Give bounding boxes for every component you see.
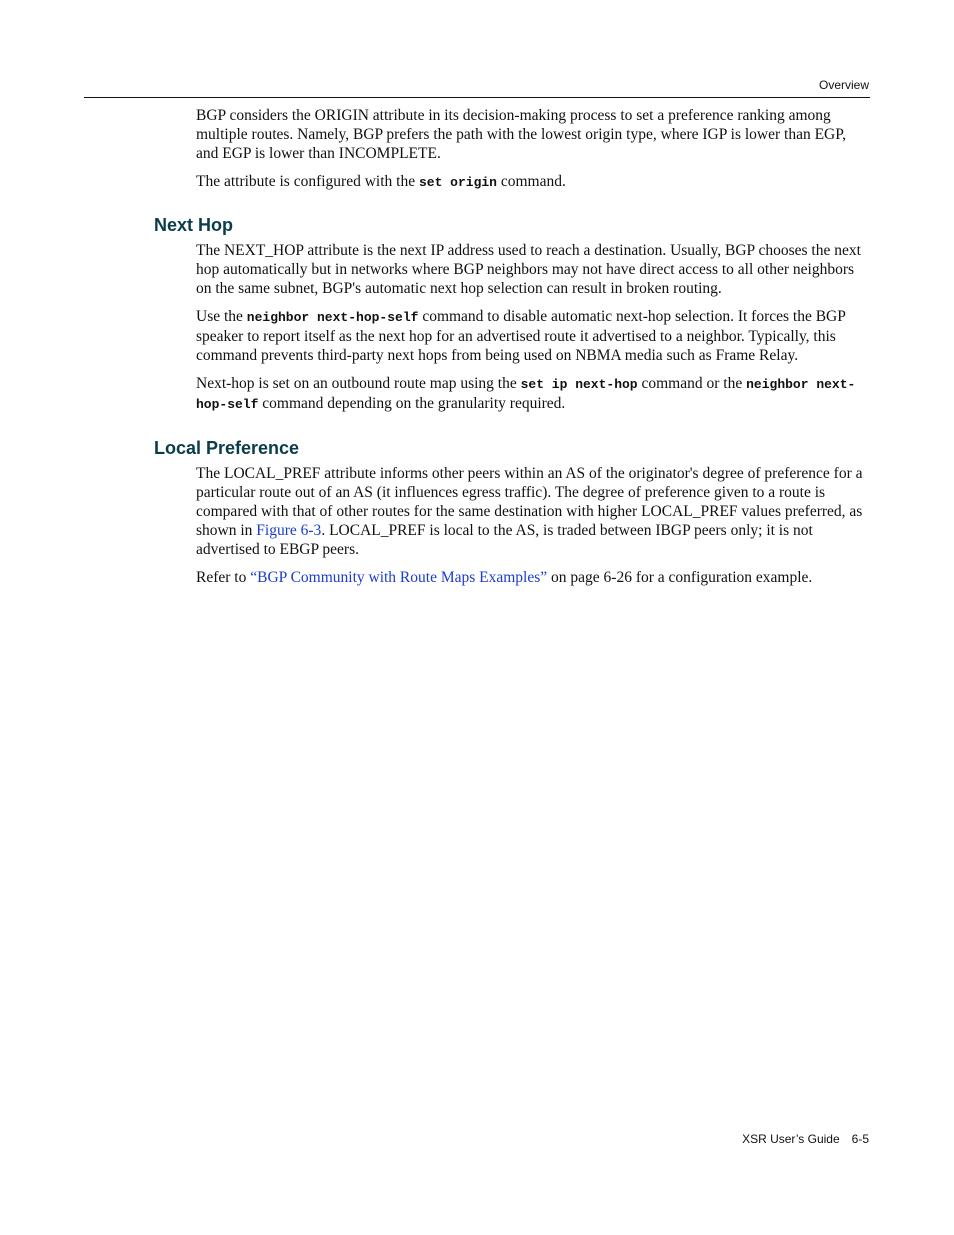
page-body	[154, 106, 872, 596]
figure-6-3-link[interactable]: Figure 6-3	[256, 522, 322, 539]
origin-paragraph: BGP considers the ORIGIN attribute in its decision-making process to set a preference ranking among multiple routes. Namely, BGP prefers the path with the lowest origin type, where IGP is lower than EGP, and EGP is lower than INCOMPLETE.	[196, 107, 847, 162]
bgp-community-examples-link[interactable]: “BGP Community with Route Maps Examples”	[250, 569, 548, 586]
next-hop-heading: Next Hop	[154, 215, 234, 235]
running-header: Overview	[818, 78, 869, 92]
next-hop-paragraph-3: Next-hop is set on an outbound route map using the set ip next-hop command or the neighbor next-hop-self command depending on the granularity required.	[196, 375, 856, 412]
local-preference-heading: Local Preference	[154, 438, 300, 458]
guide-title: XSR User’s Guide	[742, 1132, 840, 1146]
local-pref-paragraph-2: Refer to “BGP Community with Route Maps Examples” on page 6-26 for a configuration example.	[196, 569, 813, 586]
header-rule	[84, 97, 870, 98]
neighbor-next-hop-self-command-2: neighbor next-hop-self	[196, 377, 856, 412]
page-number: 6-5	[851, 1132, 869, 1146]
page-footer	[742, 1132, 869, 1146]
set-ip-next-hop-command: set ip next-hop	[520, 377, 638, 392]
next-hop-paragraph-2: Use the neighbor next-hop-self command to disable automatic next-hop selection. It forces the BGP speaker to report itself as the next hop for an advertised route it advertised to a neighbor. Typically, this command prevents third-party next hops from being used on NBMA media such as Frame Relay.	[196, 308, 846, 364]
neighbor-next-hop-self-command: neighbor next-hop-self	[246, 310, 419, 325]
origin-command-paragraph: The attribute is configured with the set origin command.	[196, 173, 566, 190]
next-hop-paragraph-1: The NEXT_HOP attribute is the next IP address used to reach a destination. Usually, BGP chooses the next hop automatically but in networks where BGP neighbors may not have direct access to all other neighbors on the same subnet, BGP's automatic next hop selection can result in broken routing.	[196, 242, 861, 297]
local-pref-paragraph-1: The LOCAL_PREF attribute informs other peers within an AS of the originator's degree of preference for a particular route out of an AS (it influences egress traffic). The degree of preference given to a route is compared with that of other routes for the same destination with higher LOCAL_PREF values preferred, as shown in Figure 6-3. LOCAL_PREF is local to the AS, is traded between IBGP peers only; it is not advertised to EBGP peers.	[196, 465, 863, 558]
set-origin-command: set origin	[418, 175, 497, 190]
